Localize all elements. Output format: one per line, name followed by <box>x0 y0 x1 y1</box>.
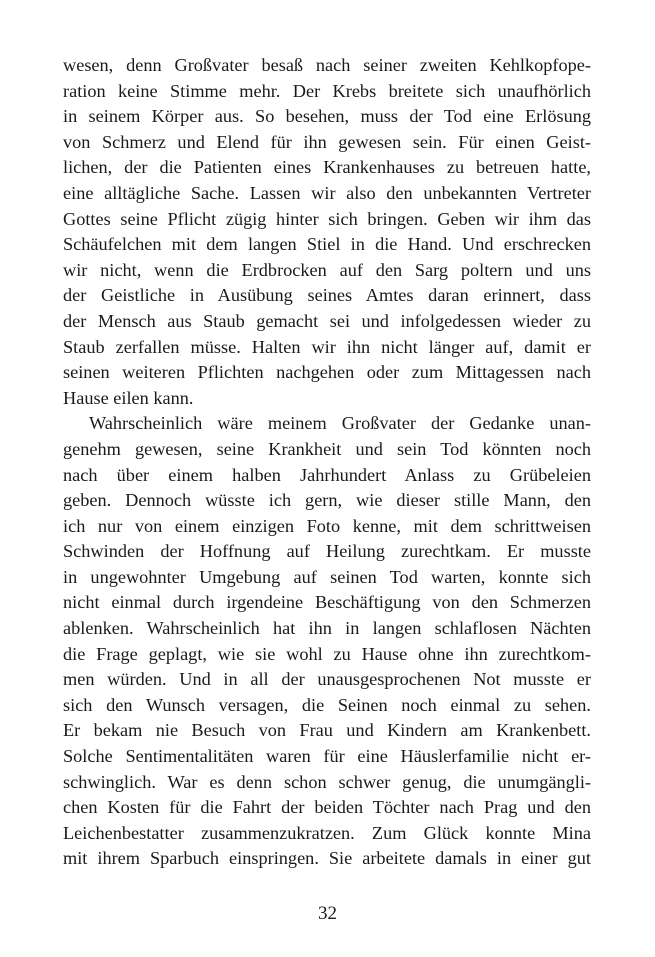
paragraph-1-line-13: seinen weiteren Pflichten nachgehen oder zum Mittagessen nach <box>63 362 591 383</box>
paragraph-1-line-5: lichen, der die Patienten eines Krankenhauses zu betreuen hatte, <box>63 157 591 178</box>
paragraph-2-line-16: chen Kosten für die Fahrt der beiden Töchter nach Prag und den <box>63 797 591 818</box>
paragraph-2-line-4: geben. Dennoch wüsste ich gern, wie dieser stille Mann, den <box>63 490 591 511</box>
paragraph-1-line-14: Hause eilen kann. <box>63 387 194 408</box>
paragraph-1-line-10: der Geistliche in Ausübung seines Amtes daran erinnert, dass <box>63 285 591 306</box>
paragraph-1-line-4: von Schmerz und Elend für ihn gewesen sein. Für einen Geist- <box>63 131 591 152</box>
paragraph-2-line-5: ich nur von einem einzigen Foto kenne, mit dem schrittweisen <box>63 515 591 536</box>
paragraph-2-line-15: schwinglich. War es denn schon schwer genug, die unumgängli- <box>63 771 591 792</box>
paragraph-2-line-7: in ungewohnter Umgebung auf seinen Tod warten, konnte sich <box>63 566 591 587</box>
paragraph-1-line-8: Schäufelchen mit dem langen Stiel in die Hand. Und erschrecken <box>63 234 591 255</box>
paragraph-1-line-2: ration keine Stimme mehr. Der Krebs breitete sich unaufhörlich <box>63 80 591 101</box>
paragraph-2-line-11: men würden. Und in all der unausgesprochenen Not musste er <box>63 669 591 690</box>
paragraph-2-line-8: nicht einmal durch irgendeine Beschäftigung von den Schmerzen <box>63 592 591 613</box>
paragraph-2-line-12: sich den Wunsch versagen, die Seinen noch einmal zu sehen. <box>63 694 591 715</box>
paragraph-2-line-17: Leichenbestatter zusammenzukratzen. Zum Glück konnte Mina <box>63 822 591 843</box>
paragraph-1-line-6: eine alltägliche Sache. Lassen wir also den unbekannten Vertreter <box>63 182 591 203</box>
paragraph-2-line-6: Schwinden der Hoffnung auf Heilung zurechtkam. Er musste <box>63 541 591 562</box>
paragraph-1-line-9: wir nicht, wenn die Erdbrocken auf den Sarg poltern und uns <box>63 259 591 280</box>
paragraph-2-line-13: Er bekam nie Besuch von Frau und Kindern am Krankenbett. <box>63 720 591 741</box>
paragraph-1-line-7: Gottes seine Pflicht zügig hinter sich bringen. Geben wir ihm das <box>63 208 591 229</box>
page-number: 32 <box>318 903 337 924</box>
paragraph-2-line-3: nach über einem halben Jahrhundert Anlass zu Grübeleien <box>63 464 591 485</box>
paragraph-1-line-3: in seinem Körper aus. So besehen, muss der Tod eine Erlösung <box>63 106 591 127</box>
paragraph-2-line-2: genehm gewesen, seine Krankheit und sein Tod könnten noch <box>63 438 591 459</box>
paragraph-2-line-9: ablenken. Wahrscheinlich hat ihn in langen schlaflosen Nächten <box>63 618 591 639</box>
body-text <box>63 53 591 872</box>
paragraph-2-line-18: mit ihrem Sparbuch einspringen. Sie arbeitete damals in einer gut <box>63 848 591 869</box>
paragraph-1-line-1: wesen, denn Großvater besaß nach seiner zweiten Kehlkopfope- <box>63 55 591 75</box>
paragraph-2-line-10: die Frage geplagt, wie sie wohl zu Hause ohne ihn zurechtkom- <box>63 643 591 664</box>
paragraph-1-line-12: Staub zerfallen müsse. Halten wir ihn nicht länger auf, damit er <box>63 336 591 357</box>
paragraph-1-line-11: der Mensch aus Staub gemacht sei und infolgedessen wieder zu <box>63 310 591 331</box>
paragraph-2-line-14: Solche Sentimentalitäten waren für eine Häuslerfamilie nicht er- <box>63 746 591 767</box>
paragraph-2-line-1: Wahrscheinlich wäre meinem Großvater der Gedanke unan- <box>89 413 591 434</box>
